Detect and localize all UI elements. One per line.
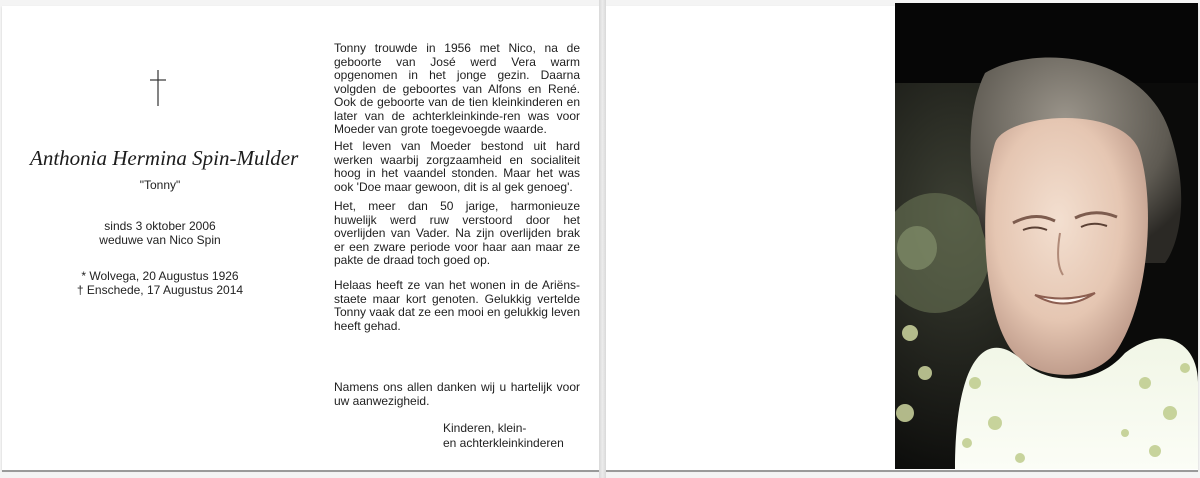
paragraph-ariensstaete: Helaas heeft ze van het wonen in de Ariëns-staete maar kort genoten. Gelukkig vertelde Tonny vaak dat ze een mooi en gelukkig leven heeft gehad. (334, 278, 580, 333)
nickname: "Tonny" (139, 178, 181, 192)
bottom-edge-right (606, 470, 1198, 472)
deceased-name: Anthonia Hermina Spin-Mulder (30, 146, 299, 170)
birth-line: * Wolvega, 20 Augustus 1926 (81, 269, 239, 283)
widow-of: weduwe van Nico Spin (99, 233, 221, 247)
signature-line-2: en achterkleinkinderen (443, 436, 564, 450)
signature-line-1: Kinderen, klein- (443, 421, 527, 435)
bottom-edge-left (2, 470, 599, 472)
portrait-photo (895, 3, 1198, 469)
paragraph-husband: Het, meer dan 50 jarige, harmonieuze huwelijk werd ruw verstoord door het overlijden van Vader. Na zijn overlijden brak er een zware periode voor haar aan maar ze pakte de draad toch goed op. (334, 199, 580, 267)
widow-date: sinds 3 oktober 2006 (104, 219, 216, 233)
thanks-text: Namens ons allen danken wij u hartelijk voor uw aanwezigheid. (334, 380, 580, 408)
fold-shadow (599, 0, 606, 478)
paragraph-life: Het leven van Moeder bestond uit hard werken waarbij zorgzaamheid en socialiteit hoog in het vaandel stonden. Maar het was ook 'Doe maar gewoon, dit is al gek genoeg'. (334, 139, 580, 194)
paragraph-marriage: Tonny trouwde in 1956 met Nico, na de geboorte van José werd Vera warm opgenomen in het jonge gezin. Daarna volgden de geboortes van Alfons en René. Ook de geboorte van de tien kleinkinderen en later van de achterkleinkinde-ren was voor Moeder van grote toegevoegde waarde. (334, 41, 580, 136)
latin-cross-icon (148, 68, 168, 108)
death-line: † Enschede, 17 Augustus 2014 (76, 283, 244, 297)
